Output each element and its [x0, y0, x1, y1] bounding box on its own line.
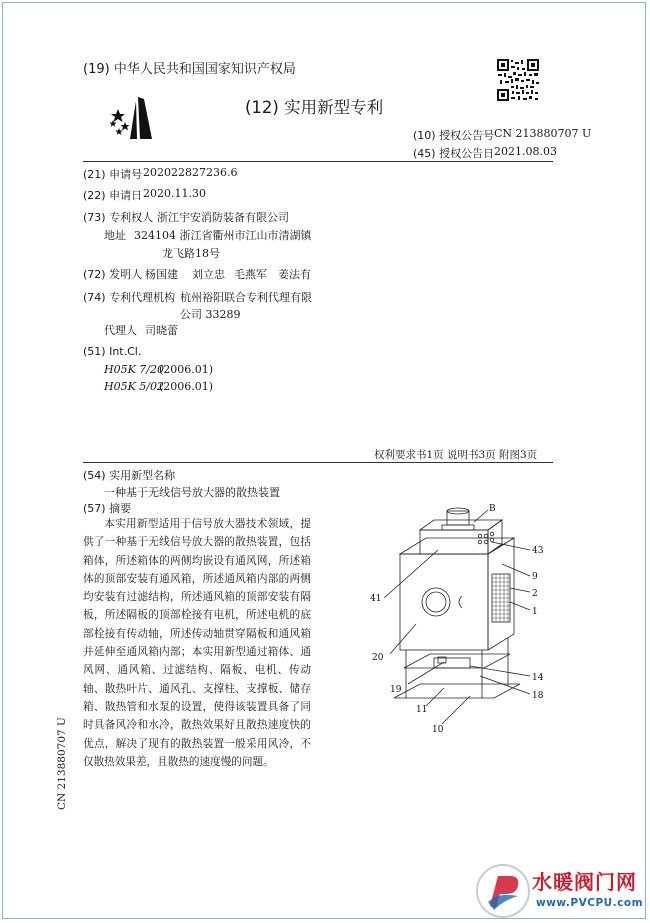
- ipc-code-1: H05K 7/20: [104, 363, 165, 376]
- app-date-label: (22) 申请日: [83, 189, 143, 202]
- fig-label-20: 20: [372, 653, 384, 663]
- ipc-label: (51) Int.Cl.: [83, 345, 142, 358]
- inventor-label: (72) 发明人: [83, 268, 143, 281]
- agency-line-1: 杭州裕阳联合专利代理有限: [180, 291, 312, 304]
- watermark-title: 水暖阀门网: [532, 870, 637, 894]
- site-watermark: [474, 862, 648, 920]
- fig-label-b: B: [489, 504, 496, 514]
- pvcpu-logo-icon: [474, 862, 532, 920]
- qr-code: [496, 58, 540, 102]
- divider-mid: [83, 462, 553, 463]
- divider-top: [83, 161, 553, 162]
- grant-date-label: (45) 授权公告日: [413, 147, 495, 160]
- inventor-2: 刘立忠: [192, 268, 225, 281]
- title-label: (54) 实用新型名称: [83, 469, 176, 482]
- app-no-label: (21) 申请号: [83, 168, 143, 181]
- fig-label-9: 9: [532, 572, 538, 582]
- fig-label-43: 43: [532, 546, 544, 556]
- watermark-url[interactable]: www.PVCPU.com: [536, 897, 644, 909]
- fig-label-2: 2: [532, 589, 538, 599]
- cnipa-emblem: [110, 95, 166, 143]
- utility-title: 一种基于无线信号放大器的散热装置: [104, 486, 280, 499]
- fig-label-41: 41: [370, 594, 382, 604]
- abstract-text: 本实用新型适用于信号放大器技术领域，提供了一种基于无线信号放大器的散热装置，包括箱体，所述箱体的两侧均嵌设有通风网，所述箱体的顶部安装有通风箱，所述通风箱内部的两侧均安装有过滤结构，所述通风箱的顶部安装有隔板，所述隔板的顶部栓接有电机，所述电机的底部栓接有传动轴，所述传动轴贯穿隔板和通风箱并延伸至通风箱内部；本实用新型通过箱体、通风网、通风箱、过滤结构、隔板、电机、传动轴、散热叶片、通风孔、支撑柱、支撑板、储存箱、散热管和水泵的设置，使得该装置具备了同时具备风冷和水冷，散热效果好且散热速度快的优点，解决了现有的散热装置一般采用风冷，不仅散热效果差，且散热的速度慢的问题。: [83, 518, 311, 768]
- ipc-ver-2: (2006.01): [159, 380, 214, 393]
- fig-label-14: 14: [532, 673, 544, 683]
- agent-label: 代理人: [104, 324, 137, 337]
- address-label: 地址: [104, 229, 126, 242]
- agent-value: 司晓蕾: [145, 324, 178, 337]
- office-name: (19) 中华人民共和国国家知识产权局: [83, 62, 296, 77]
- ipc-code-2: H05K 5/02: [104, 380, 165, 393]
- holder-label: (73) 专利权人: [83, 211, 154, 224]
- fig-label-11: 11: [416, 705, 428, 715]
- inventor-3: 毛燕军: [234, 268, 267, 281]
- agency-line-2: 公司 33289: [180, 308, 241, 321]
- side-publication-number: CN 213880707 U: [56, 717, 68, 810]
- grant-no-label: (10) 授权公告号: [413, 129, 495, 142]
- doc-type: (12) 实用新型专利: [245, 98, 384, 117]
- page-counts: 权利要求书1页 说明书3页 附图3页: [374, 449, 538, 461]
- fig-label-18: 18: [532, 691, 544, 701]
- inventor-4: 姜法有: [278, 268, 311, 281]
- holder-value: 浙江宇安消防装备有限公司: [157, 211, 289, 224]
- address-line-2: 龙飞路18号: [162, 247, 220, 260]
- app-no-value: 202022827236.6: [143, 166, 238, 179]
- fig-label-10: 10: [432, 725, 444, 735]
- grant-date-value: 2021.08.03: [494, 145, 557, 158]
- abstract-label: (57) 摘要: [83, 502, 132, 515]
- app-date-value: 2020.11.30: [143, 187, 206, 200]
- agency-label: (74) 专利代理机构: [83, 291, 176, 304]
- fig-label-19: 19: [390, 685, 402, 695]
- inventor-1: 杨国建: [145, 268, 178, 281]
- grant-no-value: CN 213880707 U: [494, 127, 592, 140]
- fig-label-1: 1: [532, 607, 538, 617]
- device-drawing: [364, 498, 554, 738]
- address-line-1: 324104 浙江省衢州市江山市清湖镇: [134, 229, 312, 242]
- ipc-ver-1: (2006.01): [159, 363, 214, 376]
